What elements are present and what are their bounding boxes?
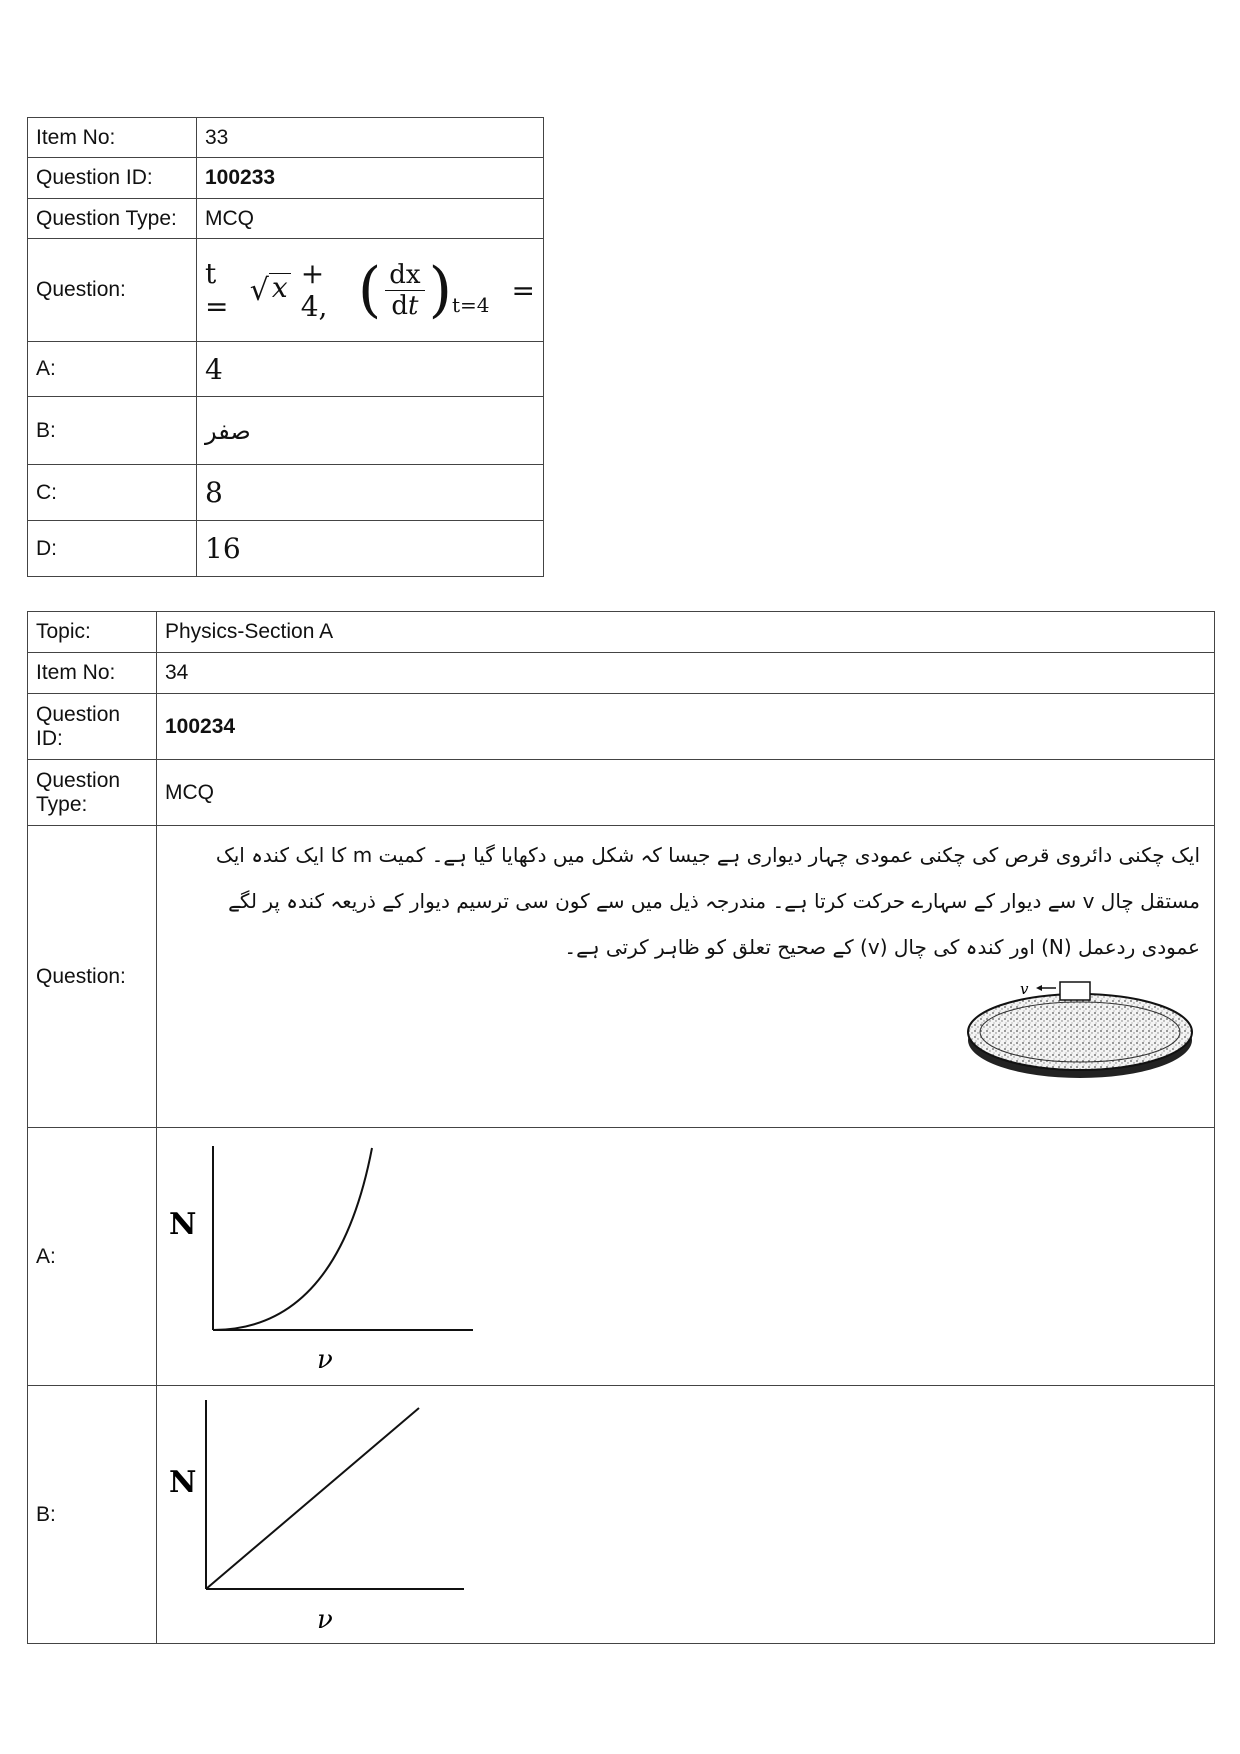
option-b-graph-cell <box>157 1386 1215 1644</box>
question-type-label: Question Type: <box>28 760 157 826</box>
option-a-graph <box>157 1128 477 1379</box>
option-a-label: A: <box>28 1128 157 1386</box>
y-axis-label: N <box>169 1207 197 1242</box>
question-id-label: Question ID: <box>28 158 197 199</box>
linear-line <box>206 1408 419 1589</box>
question-label: Question: <box>28 239 197 342</box>
frac-den-d: d <box>391 290 409 321</box>
option-b-graph <box>157 1386 477 1637</box>
derivative-expression: ( $\frac{dx}{dt}$ ) t=4 <box>357 255 490 325</box>
question-formula <box>197 239 544 342</box>
question-type-label: Question Type: <box>28 199 197 239</box>
sqrt-expression: √ x <box>250 273 291 308</box>
item-no-value: 33 <box>197 118 544 158</box>
option-b-value: صفر <box>197 397 544 465</box>
x-axis-label: ν <box>317 1345 333 1375</box>
option-b-label: B: <box>28 1386 157 1644</box>
question-label: Question: <box>28 826 157 1128</box>
formula-equals: = <box>511 273 535 307</box>
option-b-label: B: <box>28 397 197 465</box>
circular-disc-icon <box>962 970 1202 1088</box>
formula-subscript: t=4 <box>452 293 490 317</box>
item-no-value: 34 <box>157 653 1215 694</box>
question-type-value: MCQ <box>197 199 544 239</box>
item-no-label: Item No: <box>28 653 157 694</box>
option-c-value: 8 <box>197 465 544 521</box>
block-icon <box>1060 982 1090 1000</box>
question-33-table <box>27 117 544 577</box>
disc-figure <box>157 970 1214 1094</box>
parabolic-curve <box>213 1148 372 1330</box>
option-a-value: 4 <box>197 342 544 397</box>
item-no-label: Item No: <box>28 118 197 158</box>
question-34-table <box>27 611 1215 1644</box>
frac-numerator: dx <box>385 260 424 291</box>
question-text: ایک چکنی دائروی قرص کی چکنی عمودی چہار دیواری ہے جیسا کہ شکل میں دکھایا گیا ہے۔ کمیت m کا ایک کندہ ایک مستقل چال v سے دیوار کے سہارے حرکت کرتا ہے۔ مندرجہ ذیل میں سے کون سی ترسیم دیوار کے ذریعہ کندہ پر لگے عمودی ردعمل (N) اور کندہ کی چال (v) کے صحیح تعلق کو ظاہر کرتی ہے۔ <box>215 843 1200 959</box>
question-id-value: 100233 <box>197 158 544 199</box>
question-id-value: 100234 <box>157 694 1215 760</box>
y-axis-label: N <box>169 1465 197 1500</box>
x-axis-label: ν <box>317 1605 333 1635</box>
question-content <box>157 826 1215 1128</box>
sqrt-arg: x <box>269 273 291 302</box>
question-id-label: Question ID: <box>28 694 157 760</box>
frac-den-t: t <box>408 290 419 321</box>
option-a-label: A: <box>28 342 197 397</box>
option-c-label: C: <box>28 465 197 521</box>
option-d-value: 16 <box>197 521 544 577</box>
topic-label: Topic: <box>28 612 157 653</box>
option-a-graph-cell <box>157 1128 1215 1386</box>
formula-plus: + 4, <box>300 257 328 323</box>
question-type-value: MCQ <box>157 760 1215 826</box>
velocity-label: v <box>1020 980 1029 998</box>
topic-value: Physics-Section A <box>157 612 1215 653</box>
option-d-label: D: <box>28 521 197 577</box>
formula-lhs: t = <box>205 257 229 323</box>
